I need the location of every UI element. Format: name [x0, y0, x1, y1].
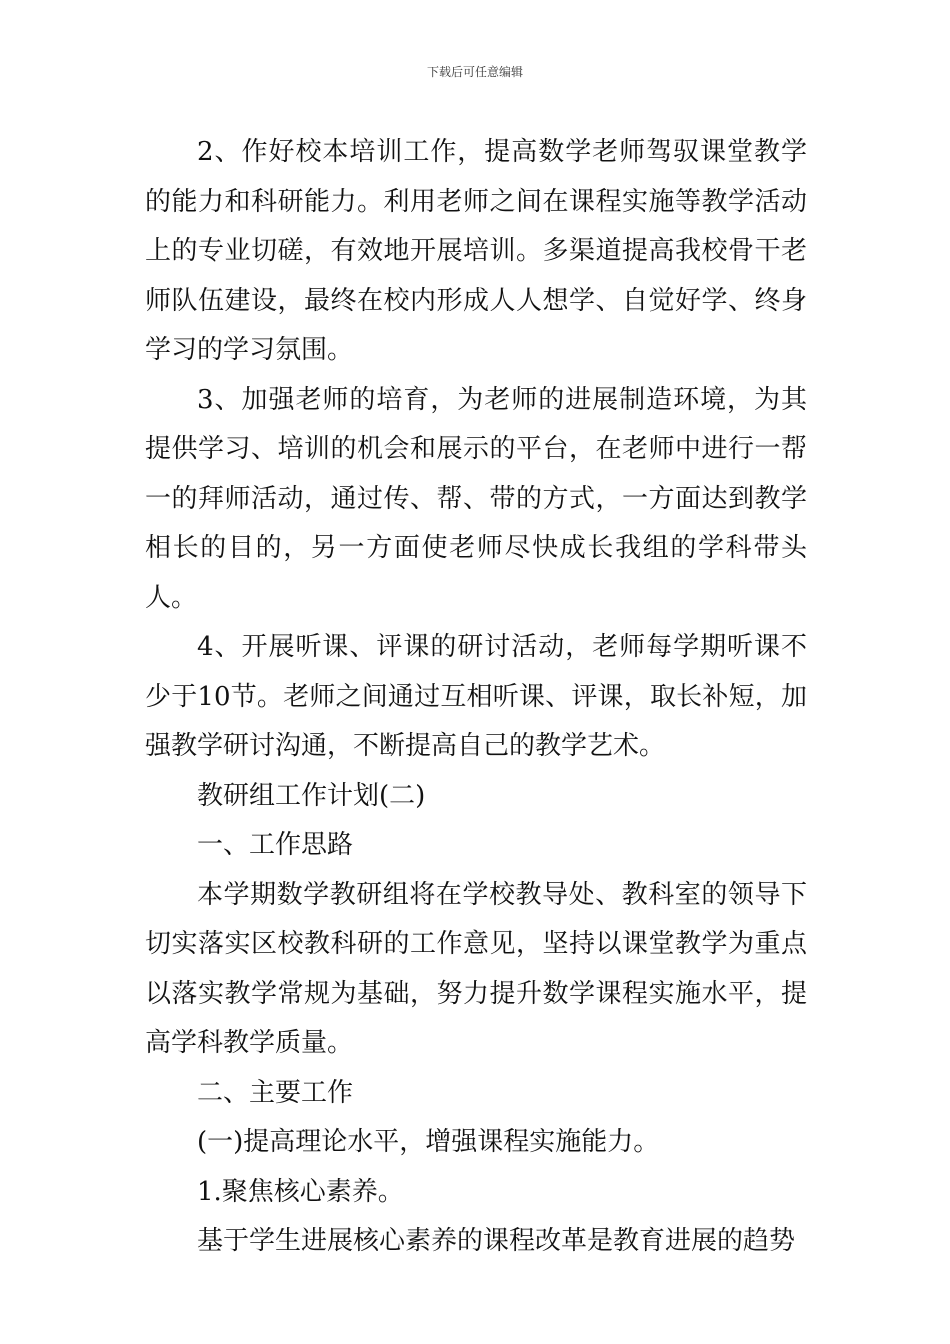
paragraph-lesson-observation: 4、开展听课、评课的研讨活动，老师每学期听课不少于10节。老师之间通过互相听课、评课，取长补短，加强教学研讨沟通，不断提高自己的教学艺术。 [145, 632, 807, 761]
paragraph-work-ideas: 本学期数学教研组将在学校教导处、教科室的领导下切实落实区校教科研的工作意见，坚持以课堂教学为重点以落实教学常规为基础，努力提升数学课程实施水平，提高学科教学质量。 [145, 879, 807, 1058]
subheading-theory-level: (一)提高理论水平，增强课程实施能力。 [197, 1127, 660, 1157]
heading-main-work: 二、主要工作 [197, 1077, 354, 1108]
paragraph-core-literacy: 基于学生进展核心素养的课程改革是教育进展的趋势 [197, 1226, 796, 1256]
paragraph-teacher-development: 3、加强老师的培育，为老师的进展制造环境，为其提供学习、培训的机会和展示的平台，在老师中进行一帮一的拜师活动，通过传、帮、带的方式，一方面达到教学相长的目的，另一方面使老师尽快成长我组的学科带头人。 [145, 384, 807, 613]
subheading-core-literacy: 1.聚焦核心素养。 [197, 1176, 404, 1207]
heading-work-ideas: 一、工作思路 [197, 830, 354, 860]
document-body [145, 128, 807, 1267]
section-title-plan-two: 教研组工作计划(二) [197, 780, 426, 811]
page-header: 下载后可任意编辑 [426, 65, 523, 79]
paragraph-teacher-training: 2、作好校本培训工作，提高数学老师驾驭课堂教学的能力和科研能力。利用老师之间在课程实施等教学活动上的专业切磋，有效地开展培训。多渠道提高我校骨干老师队伍建设，最终在校内形成人人想学、自觉好学、终身学习的学习氛围。 [145, 137, 807, 365]
